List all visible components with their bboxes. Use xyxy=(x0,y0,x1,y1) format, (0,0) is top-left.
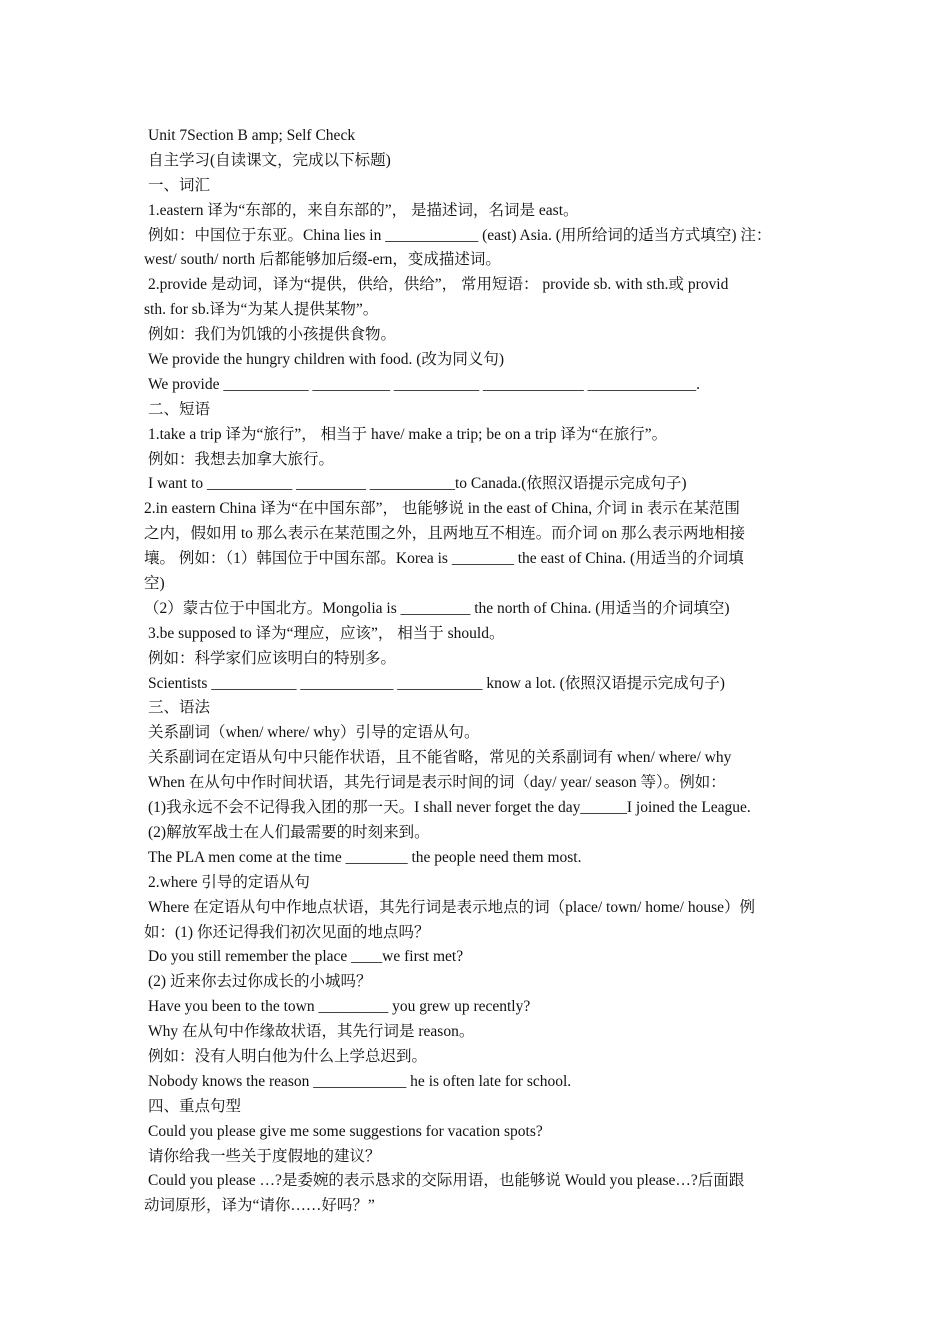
text-line: 2.where 引导的定语从句 xyxy=(148,873,310,891)
text-line: 空) xyxy=(144,575,165,593)
text-line: The PLA men come at the time ________ the people need them most. xyxy=(148,848,582,866)
text-line: (2)解放军战士在人们最需要的时刻来到。 xyxy=(148,823,430,841)
text-line: Have you been to the town _________ you grew up recently? xyxy=(148,998,531,1016)
text-line: When 在从句中作时间状语，其先行词是表示时间的词（day/ year/ season 等）。例如： xyxy=(148,774,726,792)
text-line: 例如：科学家们应该明白的特别多。 xyxy=(148,649,397,667)
text-line: Could you please …?是委婉的表示恳求的交际用语，也能够说 Would you please…?后面跟 xyxy=(148,1172,745,1190)
text-line: I want to ___________ _________ ___________to Canada.(依照汉语提示完成句子) xyxy=(148,475,687,493)
section-heading-vocabulary: 一、词汇 xyxy=(148,176,211,194)
section-heading-grammar: 三、语法 xyxy=(148,699,211,717)
text-line: 动词原形，译为“请你……好吗？” xyxy=(144,1197,375,1215)
text-line: We provide ___________ __________ ___________ _____________ ______________. xyxy=(148,375,700,393)
text-line: 1.eastern 译为“东部的，来自东部的”， 是描述词，名词是 east。 xyxy=(148,201,579,219)
text-line: 请你给我一些关于度假地的建议？ xyxy=(148,1147,381,1165)
text-line: 2.provide 是动词，译为“提供，供给，供给”， 常用短语： provide sb. with sth.或 provid xyxy=(148,276,729,294)
self-study-heading: 自主学习(自读课文，完成以下标题) xyxy=(148,151,391,169)
text-line: 之内，假如用 to 那么表示在某范围之外，且两地互不相连。而介词 on 那么表示两地相接 xyxy=(144,525,746,543)
text-line: 例如：中国位于东亚。China lies in ____________ (east) Asia. (用所给词的适当方式填空) 注： xyxy=(148,226,772,244)
text-line: 1.take a trip 译为“旅行”， 相当于 have/ make a trip; be on a trip 译为“在旅行”。 xyxy=(148,425,668,443)
text-line: sth. for sb.译为“为某人提供某物”。 xyxy=(144,301,379,319)
text-line: 关系副词（when/ where/ why）引导的定语从句。 xyxy=(148,724,480,742)
text-line: Nobody knows the reason ____________ he is often late for school. xyxy=(148,1072,572,1090)
document-body xyxy=(144,124,812,1219)
text-line: 例如：我们为饥饿的小孩提供食物。 xyxy=(148,326,397,344)
text-line: Scientists ___________ ____________ ___________ know a lot. (依照汉语提示完成句子) xyxy=(148,674,725,692)
text-line: 3.be supposed to 译为“理应，应该”， 相当于 should。 xyxy=(148,624,505,642)
text-line: （2）蒙古位于中国北方。Mongolia is _________ the north of China. (用适当的介词填空) xyxy=(144,599,730,617)
text-line: We provide the hungry children with food. (改为同义句) xyxy=(148,351,505,369)
text-line: (2) 近来你去过你成长的小城吗？ xyxy=(148,973,372,991)
section-heading-key-sentences: 四、重点句型 xyxy=(148,1097,242,1115)
text-line: 如：(1) 你还记得我们初次见面的地点吗？ xyxy=(144,923,430,941)
text-line: 2.in eastern China 译为“在中国东部”， 也能够说 in the east of China, 介词 in 表示在某范围 xyxy=(144,500,740,518)
text-line: 关系副词在定语从句中只能作状语，且不能省略，常见的关系副词有 when/ where/ why xyxy=(148,749,732,767)
text-line: west/ south/ north 后都能够加后缀-ern，变成描述词。 xyxy=(144,251,501,269)
text-line: (1)我永远不会不记得我入团的那一天。I shall never forget the day______I joined the League. xyxy=(148,799,751,817)
text-line: 例如：我想去加拿大旅行。 xyxy=(148,450,335,468)
text-line: Why 在从句中作缘故状语，其先行词是 reason。 xyxy=(148,1023,475,1041)
section-heading-phrases: 二、短语 xyxy=(148,400,211,418)
doc-title: Unit 7Section B amp; Self Check xyxy=(148,127,356,144)
text-line: 例如：没有人明白他为什么上学总迟到。 xyxy=(148,1047,428,1065)
text-line: Where 在定语从句中作地点状语，其先行词是表示地点的词（place/ town/ home/ house）例 xyxy=(148,898,756,916)
text-line: 壤。 例如：（1）韩国位于中国东部。Korea is ________ the east of China. (用适当的介词填 xyxy=(144,550,744,568)
text-line: Could you please give me some suggestions for vacation spots? xyxy=(148,1122,543,1140)
text-line: Do you still remember the place ____we first met? xyxy=(148,948,464,966)
